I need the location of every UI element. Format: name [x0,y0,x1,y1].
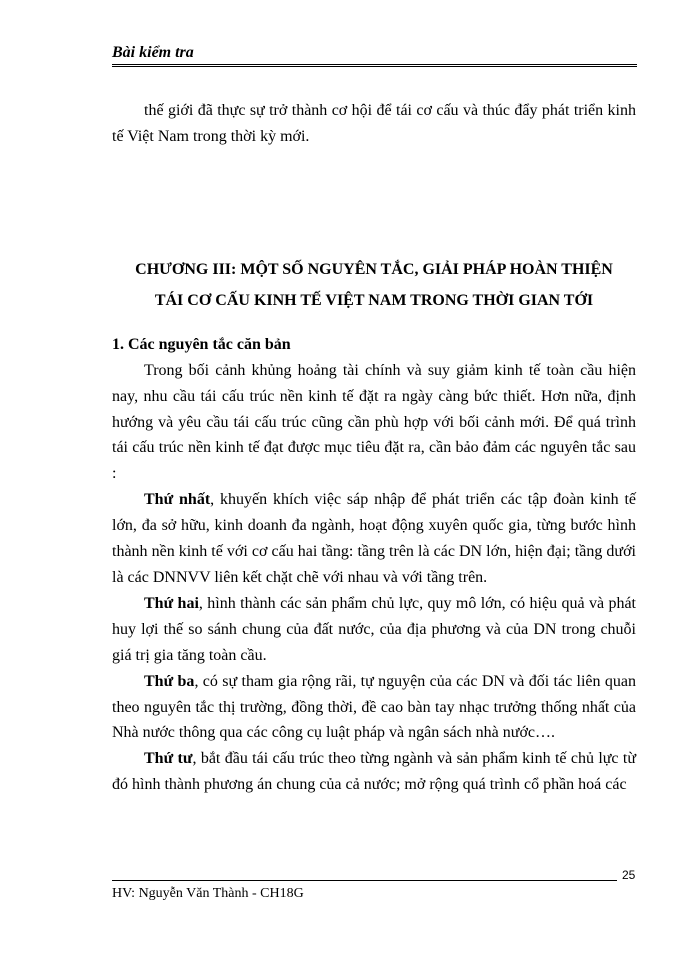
chapter-title [112,254,636,316]
principle-paragraph-3 [112,669,636,747]
section-heading: 1. Các nguyên tắc căn bản [112,335,291,353]
principle-text-2: , hình thành các sản phẩm chủ lực, quy mô lớn, có hiệu quả và phát huy lợi thế so sánh chung của đất nước, của địa phương và của DN trong chuỗi giá trị gia tăng toàn cầu. [112,594,636,664]
header-title: Bài kiểm tra [112,44,194,61]
principle-text-4: , bắt đầu tái cấu trúc theo từng ngành và sản phẩm kinh tế chủ lực từ đó hình thành phương án chung của cả nước; mở rộng quá trình cổ phần hoá các [112,750,637,794]
page-body [112,98,636,798]
spacer [112,150,636,254]
chapter-title-line-1: CHƯƠNG III: MỘT SỐ NGUYÊN TẮC, GIẢI PHÁP HOÀN THIỆN [135,260,613,278]
principle-lead-4: Thứ tư [144,750,193,768]
principle-lead-1: Thứ nhất [144,491,211,509]
principle-paragraph-2 [112,591,636,669]
page-number: 25 [622,868,636,882]
header-divider [112,64,637,67]
intro-paragraph: thế giới đã thực sự trở thành cơ hội để tái cơ cấu và thúc đẩy phát triển kinh tế Việt Nam trong thời kỳ mới. [112,102,636,145]
principle-paragraph-4 [112,746,636,798]
principle-lead-2: Thứ hai [144,594,199,612]
principle-lead-3: Thứ ba [144,672,195,690]
footer-author: HV: Nguyễn Văn Thành - CH18G [112,886,304,901]
footer-divider [112,880,617,881]
principle-text-3: , có sự tham gia rộng rãi, tự nguyện của các DN và đối tác liên quan theo nguyên tắc thị trường, đồng thời, đề cao bàn tay nhạc trưởng thống nhất của Nhà nước thông qua các công cụ luật pháp và ngân sách nhà nước…. [112,672,636,742]
section-intro-paragraph: Trong bối cảnh khủng hoảng tài chính và suy giảm kinh tế toàn cầu hiện nay, nhu cầu tái cấu trúc nền kinh tế đặt ra ngày càng bức thiết. Hơn nữa, định hướng và yêu cầu tái cấu trúc cũng cần phù hợp với bối cảnh mới. Để quá trình tái cấu trúc nền kinh tế đạt được mục tiêu đặt ra, cần bảo đảm các nguyên tắc sau : [112,361,636,483]
chapter-title-line-2: TÁI CƠ CẤU KINH TẾ VIỆT NAM TRONG THỜI GIAN TỚI [154,291,594,309]
principle-paragraph-1 [112,487,636,591]
principle-text-1: , khuyến khích việc sáp nhập để phát triển các tập đoàn kinh tế lớn, đa sở hữu, kinh doanh đa ngành, hoạt động xuyên quốc gia, từng bước hình thành nền kinh tế với cơ cấu hai tầng: tầng trên là các DN lớn, hiện đại; tầng dưới là các DNNVV liên kết chặt chẽ với nhau và với tầng trên. [112,491,637,586]
